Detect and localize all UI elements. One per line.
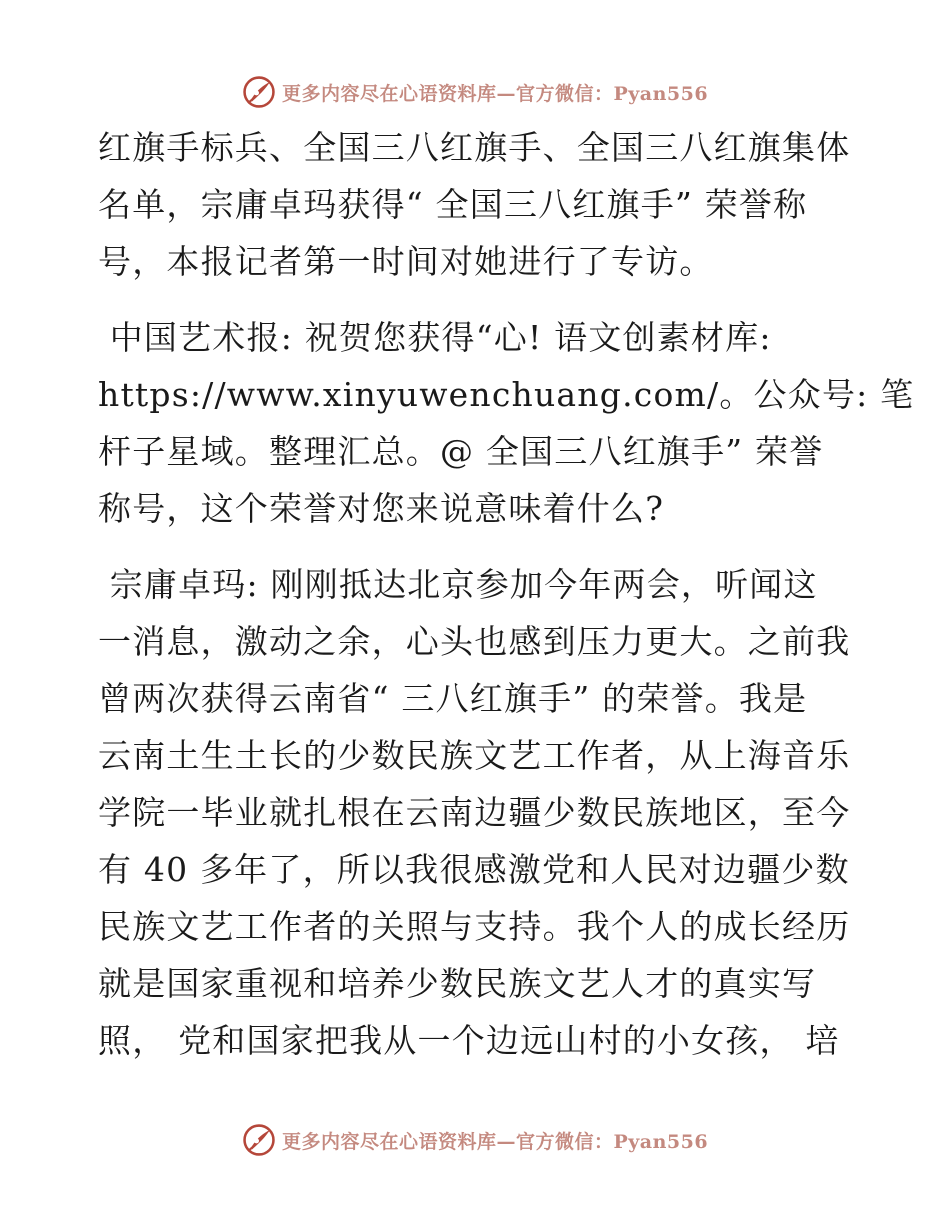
text-line: 一消息，激动之余，心头也感到压力更大。之前我 (98, 622, 851, 661)
text-line: https://www.xinyuwenchuang.com/。公众号: 笔 (98, 375, 915, 414)
quill-logo-icon (242, 75, 276, 109)
text-line: 照， 党和国家把我从一个边远山村的小女孩， 培 (98, 1021, 840, 1060)
text-line: 学院一毕业就扎根在云南边疆少数民族地区，至今 (98, 793, 851, 832)
text-line: 宗庸卓玛: 刚刚抵达北京参加今年两会，听闻这 (98, 565, 818, 604)
text-line: 有 40 多年了，所以我很感激党和人民对边疆少数 (98, 850, 850, 889)
footer-banner (0, 1118, 950, 1162)
text-line: 名单，宗庸卓玛获得“ 全国三八红旗手” 荣誉称 (98, 185, 808, 224)
text-line: 杆子星域。整理汇总。@ 全国三八红旗手” 荣誉 (98, 432, 824, 471)
text-line: 红旗手标兵、全国三八红旗手、全国三八红旗集体 (98, 128, 851, 167)
text-line: 称号，这个荣誉对您来说意味着什么? (98, 489, 665, 528)
text-line: 曾两次获得云南省“ 三八红旗手” 的荣誉。我是 (98, 679, 808, 718)
footer-banner-text: 更多内容尽在心语资料库—官方微信：Pyan556 (281, 1130, 709, 1153)
header-banner (0, 70, 950, 114)
text-line: 中国艺术报: 祝贺您获得“心! 语文创素材库: (98, 318, 772, 357)
quill-logo-icon (242, 1123, 276, 1157)
text-line: 云南土生土长的少数民族文艺工作者，从上海音乐 (98, 736, 851, 775)
header-banner-text: 更多内容尽在心语资料库—官方微信：Pyan556 (281, 82, 709, 105)
text-line: 号，本报记者第一时间对她进行了专访。 (98, 242, 714, 281)
text-line: 就是国家重视和培养少数民族文艺人才的真实写 (98, 964, 817, 1003)
text-line: 民族文艺工作者的关照与支持。我个人的成长经历 (98, 907, 851, 946)
